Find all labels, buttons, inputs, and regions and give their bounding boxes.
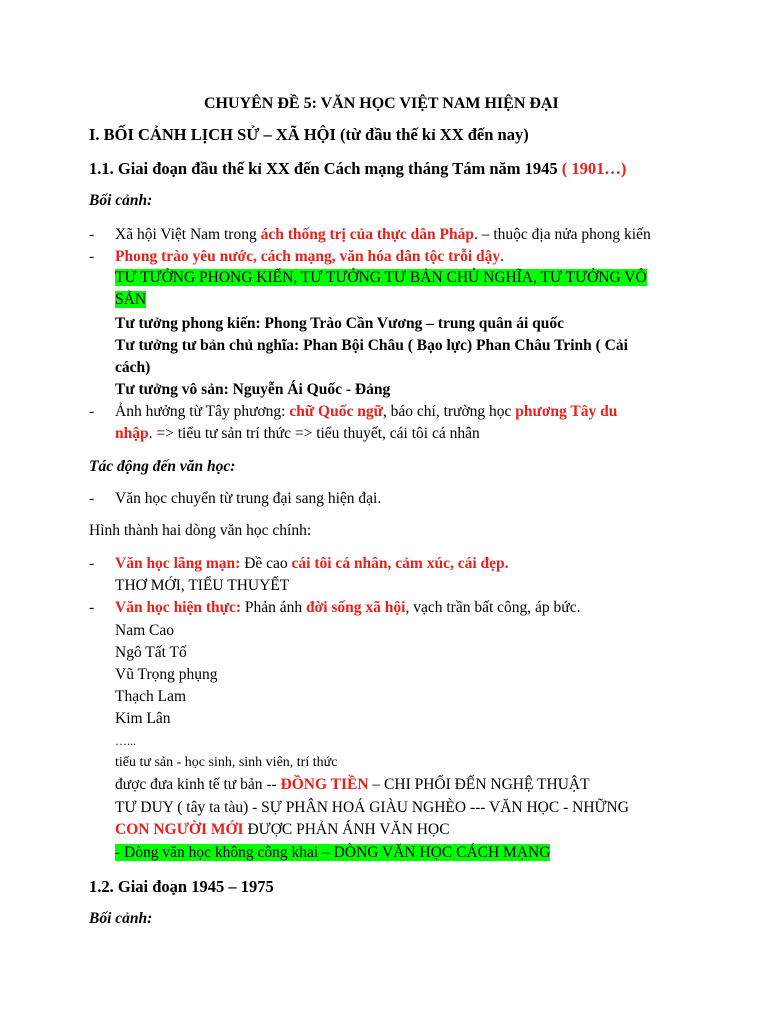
- bullet-dash: -: [89, 555, 95, 572]
- text: được đưa kinh tế tư bản --: [115, 776, 281, 793]
- bullet-western-influence-cont: [115, 424, 480, 444]
- two-streams-intro: Hình thành hai dòng văn học chính:: [89, 522, 312, 539]
- note-new-people: [115, 820, 450, 840]
- ideology-proletarian: Tư tưởng vô sản: Nguyễn Ái Quốc - Đảng: [115, 381, 391, 398]
- bullet-literature-shift: Văn học chuyển từ trung đại sang hiện đại.: [115, 490, 382, 507]
- subsection-years: ( 1901…): [561, 159, 627, 178]
- text: . => tiểu tư sản trí thức => tiểu thuyết, cái tôi cá nhân: [148, 425, 480, 442]
- note-thinking: TƯ DUY ( tây ta tàu) - SỰ PHÂN HOÁ GIÀU NGHÈO --- VĂN HỌC - NHỮNG: [115, 799, 629, 816]
- romantic-genres: THƠ MỚI, TIỂU THUYẾT: [115, 577, 290, 594]
- red-emphasis: CON NGƯỜI MỚI: [115, 821, 244, 838]
- author-name: Ngô Tất Tố: [115, 644, 187, 661]
- bullet-patriotic-movement: [115, 247, 504, 267]
- red-emphasis: phương Tây du: [515, 403, 618, 420]
- text: . – thuộc địa nửa phong kiến: [474, 226, 651, 243]
- author-name: Thạch Lam: [115, 688, 187, 705]
- text: , vạch trần bất công, áp bức.: [405, 599, 581, 616]
- ellipsis: …...: [115, 734, 136, 748]
- red-emphasis: đời sống xã hội: [306, 599, 406, 616]
- bullet-dash: -: [89, 599, 95, 616]
- author-name: Vũ Trọng phụng: [115, 666, 218, 683]
- green-highlight-line: [115, 268, 647, 288]
- bullet-colonial-rule: [115, 225, 651, 245]
- text: Ảnh hưởng từ Tây phương:: [115, 403, 290, 420]
- text: , báo chí, trường học: [382, 403, 516, 420]
- red-emphasis: chữ Quốc ngữ: [289, 403, 383, 420]
- red-emphasis: Phong trào yêu nước, cách mạng, văn hóa dân tộc trỗi dậy: [115, 248, 501, 265]
- red-emphasis: nhập: [115, 425, 149, 442]
- ideology-capitalist-cont: cách): [115, 359, 151, 376]
- bullet-dash: -: [89, 490, 95, 507]
- red-emphasis: cái tôi cá nhân, cảm xúc, cái đẹp.: [291, 555, 509, 572]
- highlight-text: TƯ TƯỞNG PHONG KIẾN, TƯ TƯỞNG TƯ BẢN CHỦ NGHĨA, TƯ TƯỞNG VÔ: [115, 269, 647, 286]
- red-emphasis: ách thống trị của thực dân Pháp: [260, 226, 474, 243]
- document-title: CHUYÊN ĐỀ 5: VĂN HỌC VIỆT NAM HIỆN ĐẠI: [204, 95, 559, 112]
- author-name: Kim Lân: [115, 710, 171, 727]
- context-label: Bối cảnh:: [89, 192, 153, 209]
- ideology-feudal: Tư tưởng phong kiến: Phong Trào Cần Vương – trung quân ái quốc: [115, 315, 565, 332]
- ideology-capitalist: Tư tưởng tư bản chủ nghĩa: Phan Bội Châu ( Bạo lực) Phan Châu Trinh ( Cải: [115, 337, 628, 354]
- subsection-heading-1-2: 1.2. Giai đoạn 1945 – 1975: [89, 877, 274, 896]
- bullet-dash: -: [89, 226, 95, 243]
- highlight-text: SẢN: [115, 291, 147, 308]
- red-emphasis: ĐỒNG TIỀN: [280, 776, 369, 793]
- bullet-realist-literature: [115, 598, 580, 618]
- text: .: [500, 248, 505, 265]
- red-emphasis: Văn học lãng mạn:: [115, 555, 241, 572]
- bullet-romantic-literature: [115, 554, 509, 574]
- bullet-dash: -: [89, 403, 95, 420]
- author-name: Nam Cao: [115, 622, 174, 639]
- green-highlight-line: [115, 290, 146, 310]
- impact-label: Tác động đến văn học:: [89, 458, 236, 475]
- text: Phản ánh: [241, 599, 307, 616]
- note-money: [115, 775, 590, 795]
- bullet-dash: -: [89, 248, 95, 265]
- highlight-text: - Dòng văn học không công khai – DÒNG VĂN HỌC CÁCH MẠNG: [115, 844, 551, 861]
- text: ĐƯỢC PHẢN ÁNH VĂN HỌC: [243, 821, 450, 838]
- bullet-western-influence: [115, 402, 617, 422]
- text: Xã hội Việt Nam trong: [115, 226, 261, 243]
- section-heading-1: I. BỐI CẢNH LỊCH SỬ – XÃ HỘI (từ đầu thế kỉ XX đến nay): [89, 125, 529, 144]
- green-highlight-line: [115, 843, 550, 863]
- text: – CHI PHỐI ĐẾN NGHỆ THUẬT: [368, 776, 590, 793]
- context-label: Bối cảnh:: [89, 910, 153, 927]
- subsection-text: 1.1. Giai đoạn đầu thế kỉ XX đến Cách mạng tháng Tám năm 1945: [89, 159, 562, 178]
- red-emphasis: Văn học hiện thực:: [115, 599, 241, 616]
- text: Đề cao: [240, 555, 292, 572]
- note-petty-bourgeois: tiểu tư sản - học sinh, sinh viên, trí thức: [115, 755, 338, 770]
- subsection-heading-1-1: [89, 159, 626, 179]
